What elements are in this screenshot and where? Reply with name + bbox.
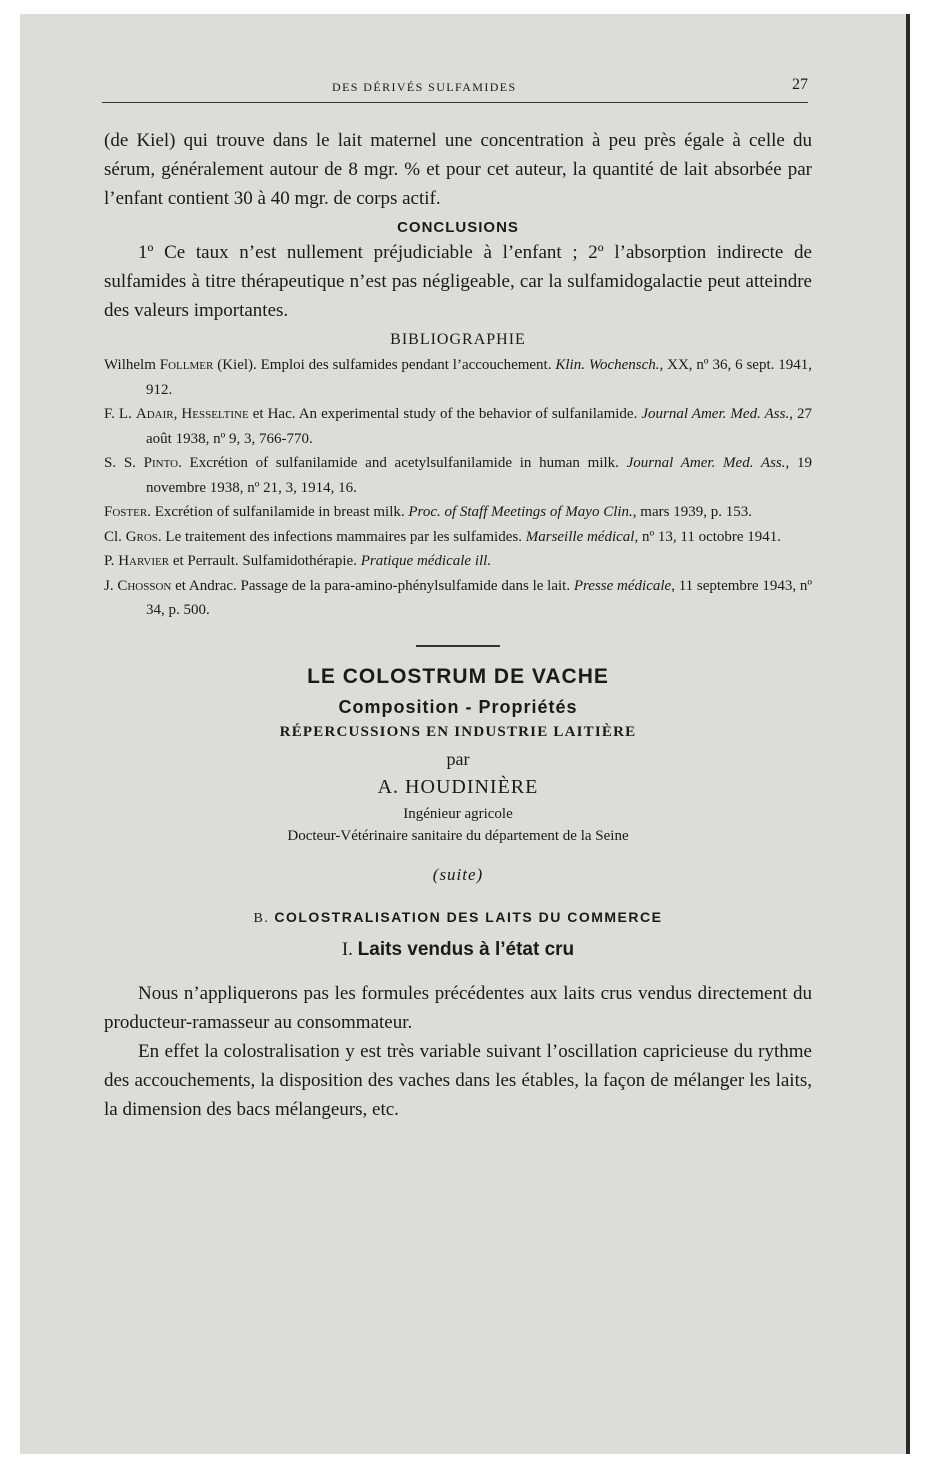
reference-item: P. Harvier et Perrault. Sulfamidothérapie. Pratique médicale ill. — [104, 553, 492, 569]
reference-item: Wilhelm Follmer (Kiel). Emploi des sulfamides pendant l’accouchement. Klin. Wochensch., XX, nº 36, 6 sept. 1941, 912. — [104, 357, 813, 398]
section-divider — [416, 645, 500, 647]
reference-item: Foster. Excrétion of sulfanilamide in breast milk. Proc. of Staff Meetings of Mayo Clin., mars 1939, p. 153. — [104, 504, 752, 520]
reference-item: J. Chosson et Andrac. Passage de la para-amino-phénylsulfamide dans le lait. Presse médicale, 11 septembre 1943, nº 34, p. 500. — [104, 577, 812, 618]
article-title: LE COLOSTRUM DE VACHE — [307, 664, 609, 688]
page-number: 27 — [792, 76, 808, 93]
paragraph: En effet la colostralisation y est très variable suivant l’oscillation capricieuse du rythme des accouchements, la disposition des vaches dans les étables, la façon de mélanger les laits, la dimension des bacs mélangeurs, etc. — [104, 1040, 812, 1120]
reference-item: S. S. Pinto. Excrétion of sulfanilamide and acetylsulfanilamide in human milk. Journal Amer. Med. Ass., 19 novembre 1938, nº 21, 3, 1914, 16. — [104, 455, 812, 496]
author-title-2: Docteur-Vétérinaire sanitaire du département de la Seine — [287, 827, 629, 844]
bibliography-list — [104, 353, 812, 623]
reference-item: F. L. Adair, Hesseltine et Hac. An experimental study of the behavior of sulfanilamide. Journal Amer. Med. Ass., 27 août 1938, nº 9, 3, 766-770. — [104, 406, 812, 447]
article-repercussions: RÉPERCUSSIONS EN INDUSTRIE LAITIÈRE — [279, 723, 637, 740]
section-b-heading: B. COLOSTRALISATION DES LAITS DU COMMERCE — [253, 908, 663, 926]
section-i-heading: I. Laits vendus à l’état cru — [341, 938, 575, 960]
article-author: A. HOUDINIÈRE — [377, 775, 539, 798]
scanned-page — [20, 14, 910, 1454]
text-body — [104, 126, 812, 1124]
paragraph: Nous n’appliquerons pas les formules précédentes aux laits crus vendus directement du producteur-ramasseur au consommateur. — [104, 982, 812, 1033]
bibliography-heading: BIBLIOGRAPHIE — [390, 331, 526, 348]
page-content — [20, 14, 906, 1454]
article-par: par — [446, 748, 470, 769]
conclusions-heading: CONCLUSIONS — [397, 219, 519, 236]
running-header — [102, 76, 808, 103]
article-subtitle: Composition - Propriétés — [338, 696, 578, 717]
article-suite: (suite) — [432, 864, 484, 884]
running-title: DES DÉRIVÉS SULFAMIDES — [332, 80, 517, 94]
intro-paragraph: (de Kiel) qui trouve dans le lait maternel une concentration à peu près égale à celle du sérum, généralement autour de 8 mgr. % et pour cet auteur, la quantité de lait absorbée par l’enfant contient 30 à 40 mgr. de corps actif. — [104, 130, 812, 209]
author-title-1: Ingénieur agricole — [403, 805, 513, 822]
reference-item: Cl. Gros. Le traitement des infections mammaires par les sulfamides. Marseille médical, nº 13, 11 octobre 1941. — [104, 528, 782, 545]
conclusions-text: 1º Ce taux n’est nullement préjudiciable à l’enfant ; 2º l’absorption indirecte de sulfamides à titre thérapeutique n’est pas négligeable, car la sulfamidogalactie peut atteindre des valeurs importantes. — [104, 242, 812, 321]
